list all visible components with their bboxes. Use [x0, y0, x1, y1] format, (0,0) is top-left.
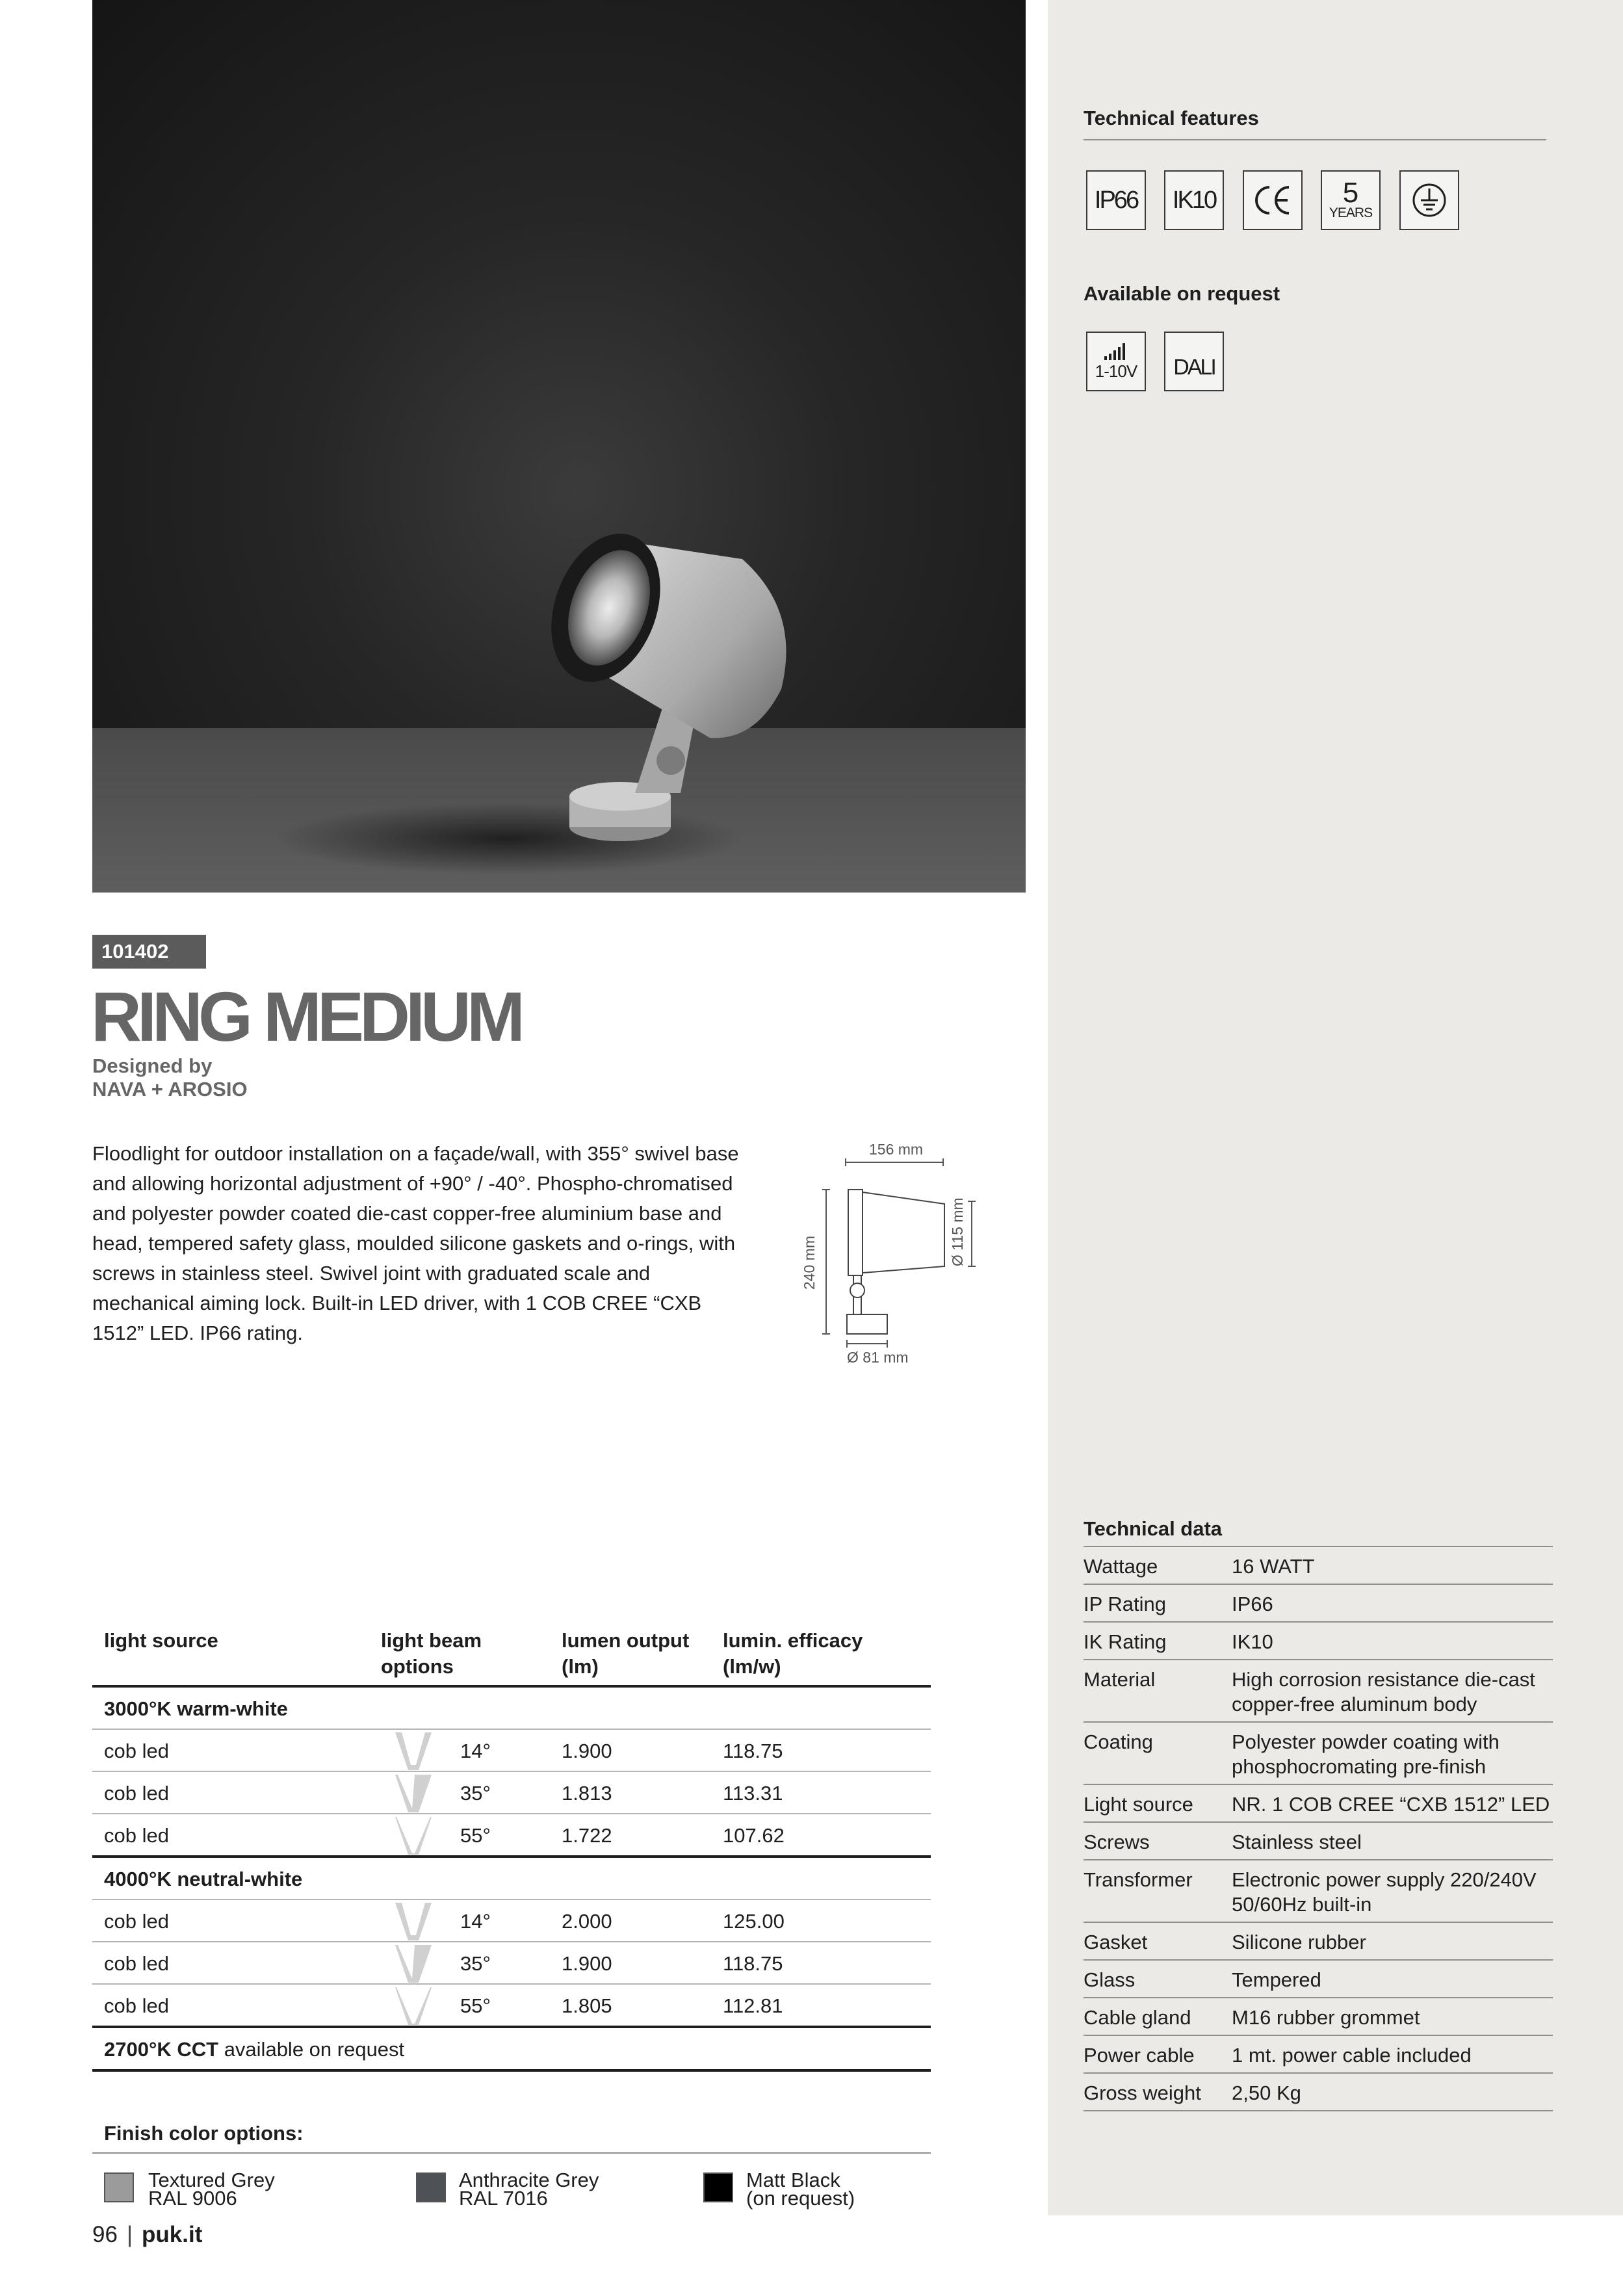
finish-options-rule [92, 2152, 931, 2154]
spec-label: IP Rating [1084, 1593, 1166, 1615]
dimension-drawing [790, 1139, 998, 1373]
narrow-beam-icon [395, 1732, 432, 1770]
beam-cell: 35° [460, 1952, 491, 1975]
ce-mark-glyph [1250, 182, 1295, 218]
table-row [1084, 1961, 1553, 1998]
spec-label: Glass [1084, 1968, 1136, 1991]
spec-label: Cable gland [1084, 2006, 1191, 2029]
table-row [1084, 1823, 1553, 1860]
table-row [1084, 1547, 1553, 1585]
available-on-request-title: Available on request [1084, 282, 1280, 305]
ce-mark-icon [1243, 170, 1303, 230]
designer-name: NAVA + AROSIO [92, 1078, 248, 1101]
header-light-beam: light beam options [381, 1629, 482, 1678]
cct-note [104, 2039, 404, 2061]
technical-data-title: Technical data [1084, 1517, 1223, 1540]
height-dimension-label: 240 mm [801, 1235, 818, 1290]
spec-label: Material [1084, 1668, 1156, 1691]
dimming-1-10v-icon [1086, 332, 1146, 391]
spec-value: IK10 [1232, 1630, 1273, 1653]
group-label: 4000°K neutral-white [104, 1868, 303, 1890]
group-row-3000k [92, 1685, 931, 1729]
earth-ground-icon [1399, 170, 1459, 230]
cct-note-bold: 2700°K CCT [104, 2038, 219, 2061]
earth-ground-glyph [1410, 181, 1449, 220]
source-cell: cob led [104, 1994, 169, 2017]
spec-label: Power cable [1084, 2044, 1195, 2067]
finish-code: RAL 9006 [148, 2187, 237, 2210]
beam-cell: 14° [460, 1910, 491, 1933]
wide-beam-icon [395, 1817, 432, 1855]
product-code-badge: 101402 [92, 935, 206, 969]
source-cell: cob led [104, 1782, 169, 1805]
header-light-source: light source [104, 1629, 218, 1652]
swatch-anthracite-grey [416, 2172, 446, 2202]
footer-site-link[interactable]: puk.it [142, 2222, 203, 2247]
ik10-text: IK10 [1172, 186, 1216, 214]
product-description: Floodlight for outdoor installation on a façade/wall, with 355° swivel base and allowing horizontal adjustment of +90° / -40°. Phospho-chromatised and polyester powder coated die-cast copper-free aluminium base and head, tempered safety glass, moulded silicone gaskets and o-rings, with screws in stainless steel. Swivel joint with graduated scale and mechanical aiming lock. Built-in LED driver, with 1 COB CREE “CXB 1512” LED. IP66 rating. [92, 1142, 739, 1344]
table-row [1084, 1860, 1553, 1923]
dimension-drawing-svg [790, 1139, 998, 1373]
light-table-header [92, 1613, 931, 1685]
light-source-table [92, 1613, 931, 2072]
spec-value: Tempered [1232, 1968, 1321, 1991]
source-cell: cob led [104, 1952, 169, 1975]
ip66-text: IP66 [1094, 186, 1138, 214]
spec-value: Silicone rubber [1232, 1931, 1366, 1953]
warranty-unit: YEARS [1329, 205, 1373, 220]
table-row [1084, 1998, 1553, 2036]
source-cell: cob led [104, 1910, 169, 1933]
efficacy-cell: 125.00 [723, 1910, 785, 1933]
page-footer [92, 2222, 202, 2248]
spec-label: Wattage [1084, 1555, 1158, 1578]
page-number: 96 [92, 2222, 118, 2247]
finish-name: Textured Grey [148, 2169, 275, 2191]
beam-cell: 55° [460, 1994, 491, 2017]
table-row [92, 1983, 931, 2026]
spec-value: Electronic power supply 220/240V 50/60Hz built-in [1232, 1868, 1537, 1916]
warranty-5-years-icon [1321, 170, 1381, 230]
lumen-cell: 1.900 [562, 1952, 612, 1975]
head-diameter-label: Ø 115 mm [949, 1197, 966, 1266]
technical-features-rule [1084, 139, 1546, 140]
lumen-cell: 1.900 [562, 1740, 612, 1762]
finish-matt-black-label [746, 2171, 855, 2208]
spec-label: Gasket [1084, 1931, 1148, 1953]
header-luminous-efficacy: lumin. efficacy (lm/w) [723, 1629, 863, 1678]
efficacy-cell: 112.81 [723, 1994, 783, 2017]
table-row [1084, 1660, 1553, 1723]
spec-value: NR. 1 COB CREE “CXB 1512” LED [1232, 1793, 1550, 1816]
ip66-icon [1086, 170, 1146, 230]
swatch-matt-black [703, 2172, 733, 2202]
table-row [92, 1813, 931, 1855]
wide-beam-icon [395, 1987, 432, 2025]
spec-value: M16 rubber grommet [1232, 2006, 1420, 2029]
spec-label: Gross weight [1084, 2081, 1201, 2104]
product-title: RING MEDIUM [91, 977, 521, 1056]
spec-label: Screws [1084, 1831, 1150, 1853]
lumen-cell: 1.805 [562, 1994, 612, 2017]
table-row [1084, 2036, 1553, 2074]
source-cell: cob led [104, 1824, 169, 1847]
lumen-cell: 2.000 [562, 1910, 612, 1933]
table-row [1084, 1923, 1553, 1961]
table-row [1084, 1723, 1553, 1785]
spec-label: IK Rating [1084, 1630, 1167, 1653]
spec-value: 1 mt. power cable included [1232, 2044, 1472, 2067]
table-row [1084, 2074, 1553, 2111]
spec-value: Stainless steel [1232, 1831, 1362, 1853]
efficacy-cell: 118.75 [723, 1740, 783, 1762]
table-row [92, 1729, 931, 1771]
finish-anthracite-grey-label [459, 2171, 599, 2208]
efficacy-cell: 118.75 [723, 1952, 783, 1975]
finish-name: Anthracite Grey [459, 2169, 599, 2191]
technical-data-table [1084, 1546, 1553, 2111]
source-cell: cob led [104, 1740, 169, 1762]
table-row [92, 1941, 931, 1983]
medium-beam-icon [395, 1945, 432, 1983]
dimming-1-10v-text: 1-10V [1095, 361, 1137, 381]
table-row [1084, 1623, 1553, 1660]
spec-label: Light source [1084, 1793, 1193, 1816]
dali-icon [1164, 332, 1224, 391]
table-row [92, 1899, 931, 1941]
efficacy-cell: 113.31 [723, 1782, 783, 1805]
technical-features-title: Technical features [1084, 107, 1259, 129]
designed-by-label: Designed by [92, 1054, 213, 1077]
finish-textured-grey-label [148, 2171, 275, 2208]
spec-label: Coating [1084, 1730, 1153, 1753]
spec-value: 16 WATT [1232, 1555, 1315, 1578]
footer-separator: | [126, 2222, 133, 2247]
cct-note-rest: available on request [218, 2038, 405, 2061]
designer-credit [92, 1054, 248, 1101]
warranty-number: 5 [1342, 177, 1359, 209]
spec-value: 2,50 Kg [1232, 2081, 1301, 2104]
narrow-beam-icon [395, 1903, 432, 1940]
base-diameter-label: Ø 81 mm [847, 1349, 909, 1366]
medium-beam-icon [395, 1775, 432, 1812]
group-row-4000k [92, 1855, 931, 1899]
dali-text: DALI [1173, 354, 1215, 380]
header-lumen-output: lumen output (lm) [562, 1629, 690, 1678]
floodlight-illustration [92, 0, 1026, 893]
group-label: 3000°K warm-white [104, 1697, 288, 1720]
spec-value: IP66 [1232, 1593, 1273, 1615]
finish-code: RAL 7016 [459, 2187, 548, 2210]
beam-cell: 55° [460, 1824, 491, 1847]
finish-options-title: Finish color options: [104, 2122, 304, 2145]
beam-cell: 35° [460, 1782, 491, 1805]
spec-value: High corrosion resistance die-cast copper-free aluminum body [1232, 1668, 1535, 1715]
lumen-cell: 1.813 [562, 1782, 612, 1805]
product-photo [92, 0, 1026, 893]
table-bottom-rule [92, 2069, 931, 2072]
finish-name: Matt Black [746, 2169, 840, 2191]
swatch-textured-grey [104, 2172, 134, 2202]
ik10-icon [1164, 170, 1224, 230]
table-row [92, 1771, 931, 1813]
beam-cell: 14° [460, 1740, 491, 1762]
finish-code: (on request) [746, 2187, 855, 2210]
table-row [1084, 1585, 1553, 1623]
cct-note-row [92, 2026, 931, 2069]
width-dimension-label: 156 mm [869, 1141, 924, 1158]
signal-bars-glyph [1103, 342, 1129, 361]
lumen-cell: 1.722 [562, 1824, 612, 1847]
spec-value: Polyester powder coating with phosphocromating pre-finish [1232, 1730, 1500, 1778]
table-row [1084, 1785, 1553, 1823]
efficacy-cell: 107.62 [723, 1824, 785, 1847]
spec-label: Transformer [1084, 1868, 1193, 1891]
